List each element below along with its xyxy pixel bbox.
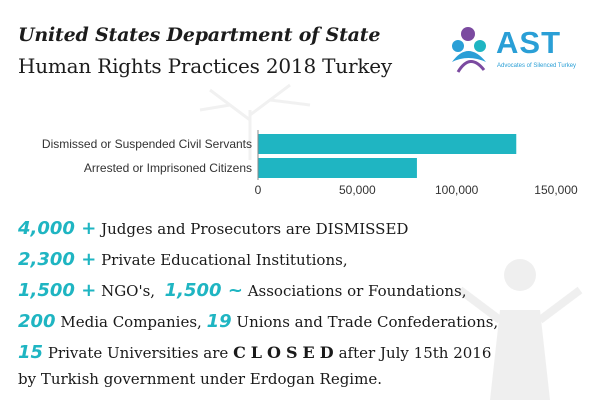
- stat-line-universities: [18, 337, 588, 368]
- x-tick-label-3: 150,000: [534, 183, 578, 197]
- logo-subtitle: Advocates of Silenced Turkey: [497, 63, 577, 69]
- x-tick-label-0: 0: [254, 183, 262, 197]
- stat-text: Associations or Foundations,: [247, 282, 467, 300]
- closed-word: CLOSED: [233, 343, 339, 362]
- stat-text: Private Universities are: [47, 344, 229, 362]
- stat-number: 1,500 +: [18, 280, 97, 301]
- bar-0: [258, 134, 516, 154]
- logo-text: AST: [496, 25, 561, 60]
- bar-1: [258, 158, 417, 178]
- stat-line-ngos: [18, 275, 588, 306]
- stat-number: 2,300 +: [18, 249, 97, 270]
- stat-text: Unions and Trade Confederations,: [236, 313, 499, 331]
- title-line-2: Human Rights Practices 2018 Turkey: [18, 54, 392, 78]
- stat-text: Private Educational Institutions,: [101, 251, 348, 269]
- stat-number: 1,500 ~: [164, 280, 243, 301]
- stat-line-media: [18, 306, 588, 337]
- stat-number: 4,000 +: [18, 218, 97, 239]
- x-tick-label-2: 100,000: [434, 183, 479, 197]
- category-label-1: Arrested or Imprisoned Citizens: [83, 161, 252, 175]
- stat-text: Media Companies,: [60, 313, 202, 331]
- stat-text: NGO's,: [101, 282, 156, 300]
- category-label-0: Dismissed or Suspended Civil Servants: [41, 137, 252, 151]
- stat-number: 15: [18, 342, 44, 363]
- stat-text: by Turkish government under Erdogan Regime.: [18, 370, 382, 388]
- stat-line-judges: [18, 213, 588, 244]
- bar-chart: [0, 128, 600, 208]
- stat-text: after July 15th 2016: [338, 344, 492, 362]
- stat-line-regime: [18, 368, 588, 390]
- stat-number: 19: [206, 311, 232, 332]
- stats-block: [18, 213, 588, 390]
- stat-text: Judges and Prosecutors are DISMISSED: [101, 220, 409, 238]
- title-line-1: United States Department of State: [18, 24, 381, 46]
- x-tick-label-1: 50,000: [338, 183, 376, 197]
- stat-line-education: [18, 244, 588, 275]
- stat-number: 200: [18, 311, 56, 332]
